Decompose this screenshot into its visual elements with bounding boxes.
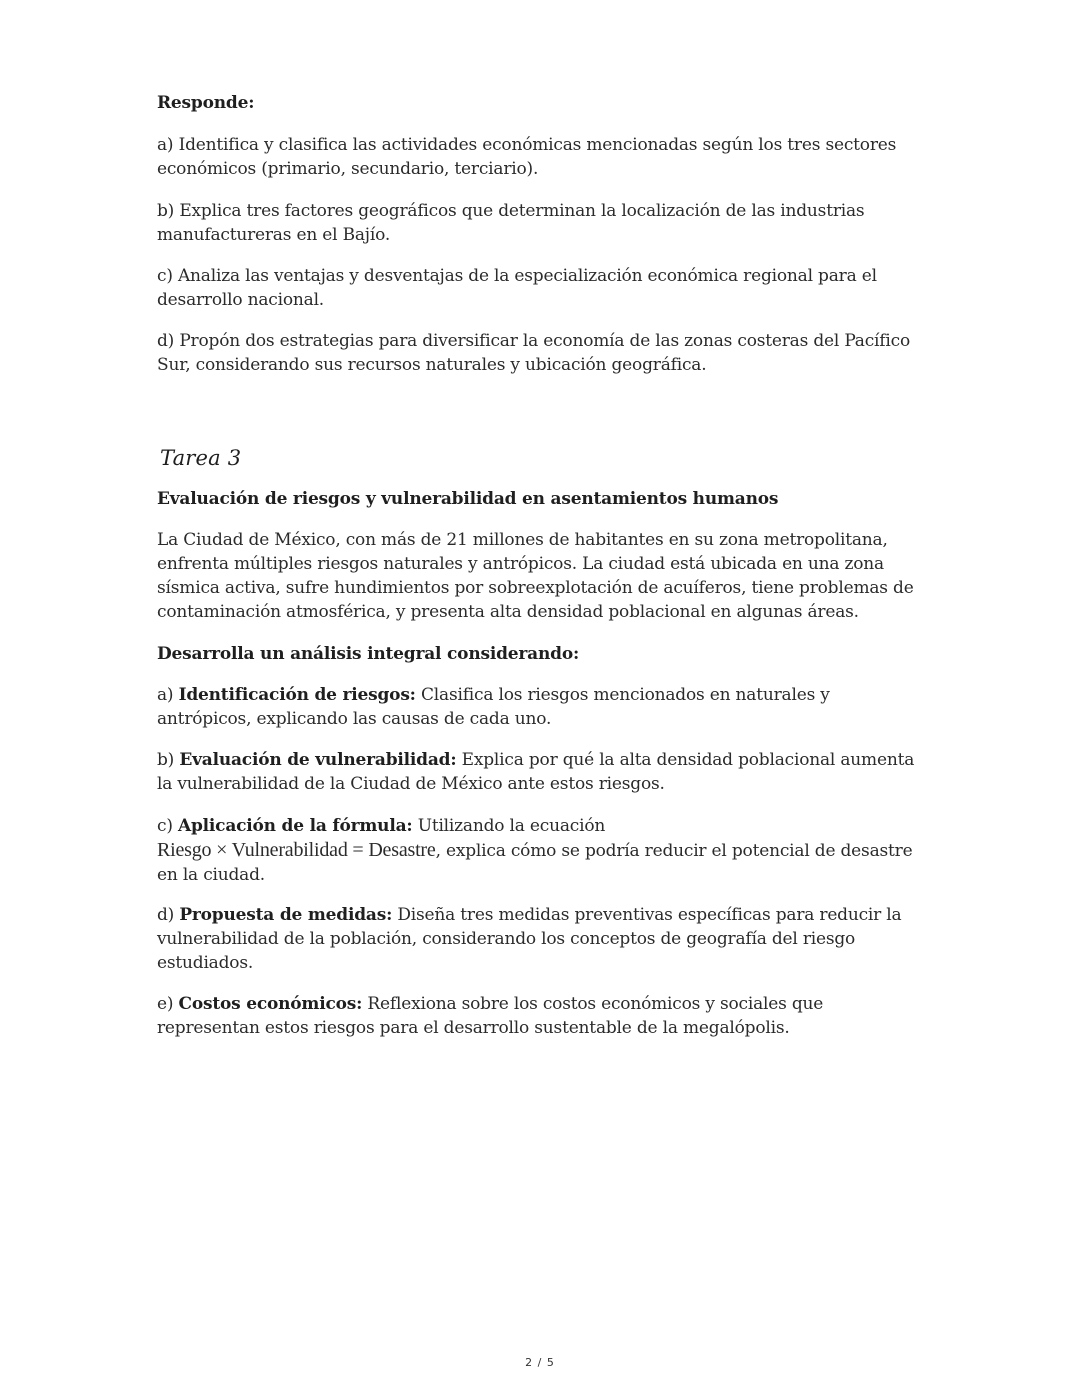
responde-item-a: a) Identifica y clasifica las actividades económicas mencionadas según los tres sectores económicos (primario, secundario, terciario). bbox=[157, 135, 897, 179]
page-number: 2 / 5 bbox=[525, 1356, 555, 1369]
task-instruction: Desarrolla un análisis integral considerando: bbox=[157, 644, 580, 664]
item-d-prefix: d) bbox=[157, 905, 180, 925]
item-c-label: Aplicación de la fórmula: bbox=[177, 816, 413, 836]
item-e-label: Costos económicos: bbox=[178, 994, 363, 1014]
item-d-label: Propuesta de medidas: bbox=[179, 905, 393, 925]
item-b-prefix: b) bbox=[157, 750, 180, 770]
item-c-text-before: Utilizando la ecuación bbox=[412, 816, 606, 836]
item-e-prefix: e) bbox=[157, 994, 179, 1014]
risk-formula: Riesgo × Vulnerabilidad = Desastre bbox=[157, 839, 436, 861]
responde-item-c: c) Analiza las ventajas y desventajas de la especialización económica regional para el desarrollo nacional. bbox=[157, 266, 877, 310]
task-intro: La Ciudad de México, con más de 21 millones de habitantes en su zona metropolitana, enfrenta múltiples riesgos naturales y antrópicos. La ciudad está ubicada en una zona sísmica activa, sufre hundimientos por sobreexplotación de acuíferos, tiene problemas de contaminación atmosférica, y presenta alta densidad poblacional en algunas áreas. bbox=[157, 530, 914, 622]
task-title: Tarea 3 bbox=[160, 446, 242, 470]
task-item-d bbox=[157, 903, 927, 975]
item-b-label: Evaluación de vulnerabilidad: bbox=[179, 750, 457, 770]
task-subtitle: Evaluación de riesgos y vulnerabilidad en asentamientos humanos bbox=[157, 489, 779, 509]
task-item-c bbox=[157, 814, 927, 887]
item-d-text: Diseña tres medidas preventivas específicas para reducir la vulnerabilidad de la población, considerando los conceptos de geografía del riesgo estudiados. bbox=[157, 905, 902, 973]
item-e-text: Reflexiona sobre los costos económicos y sociales que representan estos riesgos para el desarrollo sustentable de la megalópolis. bbox=[157, 994, 824, 1038]
task-item-a bbox=[157, 683, 927, 731]
task-item-b bbox=[157, 748, 927, 796]
responde-heading: Responde: bbox=[157, 93, 255, 113]
responde-item-d: d) Propón dos estrategias para diversificar la economía de las zonas costeras del Pacífico Sur, considerando sus recursos naturales y ubicación geográfica. bbox=[157, 331, 910, 375]
item-a-label: Identificación de riesgos: bbox=[178, 685, 416, 705]
item-a-text: Clasifica los riesgos mencionados en naturales y antrópicos, explicando las causas de cada uno. bbox=[157, 685, 830, 729]
item-c-text-after: , explica cómo se podría reducir el potencial de desastre en la ciudad. bbox=[157, 841, 913, 885]
task-item-e bbox=[157, 992, 927, 1040]
item-c-prefix: c) bbox=[157, 816, 178, 836]
responde-item-b: b) Explica tres factores geográficos que determinan la localización de las industrias manufactureras en el Bajío. bbox=[157, 201, 865, 245]
item-b-text: Explica por qué la alta densidad poblacional aumenta la vulnerabilidad de la Ciudad de México ante estos riesgos. bbox=[157, 750, 915, 794]
item-a-prefix: a) bbox=[157, 685, 179, 705]
